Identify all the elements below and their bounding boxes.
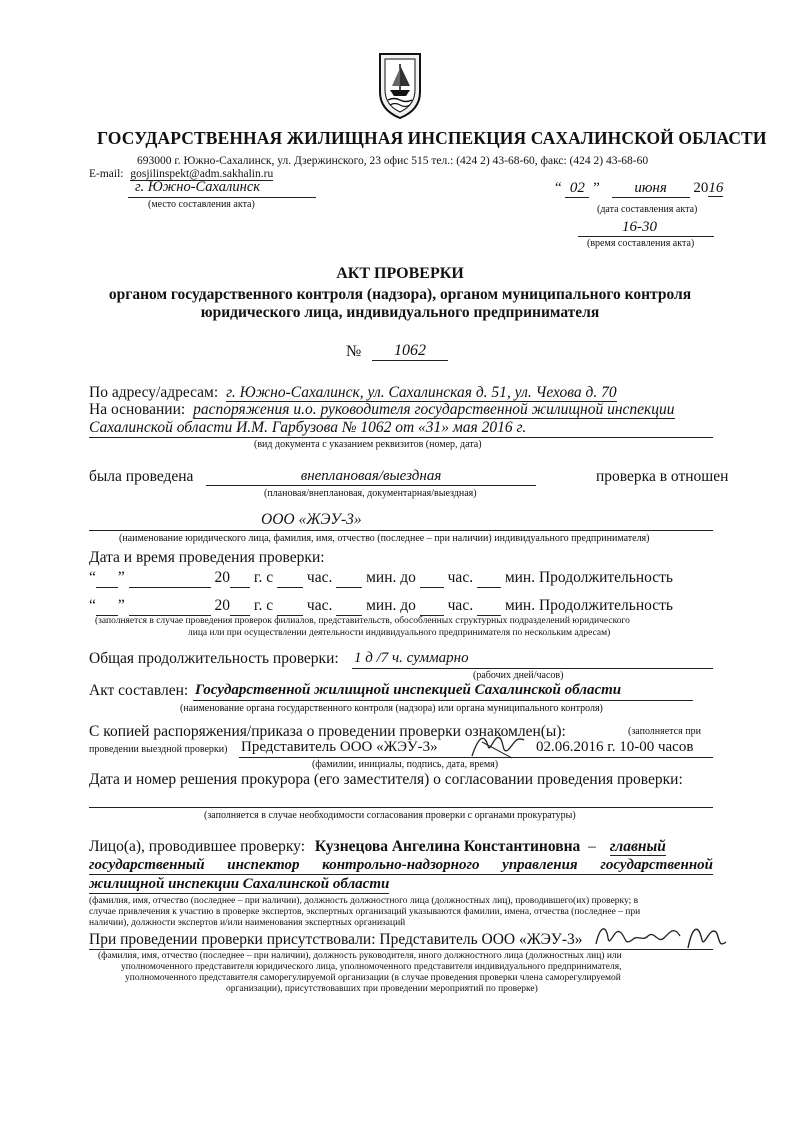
compiled-label: Акт составлен:: [89, 682, 189, 699]
dt2-min-duration: мин. Продолжительность: [504, 597, 674, 614]
basis-row: [89, 401, 675, 419]
prosecutor-text: Дата и номер решения прокурора (его заместителя) о согласовании проведения проверки:: [89, 771, 683, 788]
inspector-caption-1: (фамилия, имя, отчество (последнее – при наличии), должность должностного лица (должностных лиц), проводившего(их) проверку; в: [89, 896, 639, 906]
datetime-label: Дата и время проведения проверки:: [89, 549, 325, 566]
conducted-caption: (плановая/внеплановая, документарная/выездная): [264, 488, 477, 499]
dt1-chas2: час.: [447, 569, 474, 586]
date-year-suffix: 16: [708, 180, 724, 196]
date-month: июня: [612, 180, 690, 198]
basis-caption: (вид документа с указанием реквизитов (номер, дата): [254, 439, 482, 450]
dt1-gs: г. с: [253, 569, 274, 586]
time-value: 16-30: [622, 219, 657, 235]
date-row: [555, 180, 723, 198]
datetime-row-2: [89, 597, 673, 616]
date-year-prefix: 20: [693, 180, 709, 196]
inspector-position-3: жилищной инспекции Сахалинской области: [89, 876, 390, 892]
entity-caption: (наименование юридического лица, фамилия, имя, отчество (последнее – при наличии) индивидуального предпринимателя): [119, 533, 650, 544]
acquainted-note-1: (заполняется при: [628, 726, 701, 737]
inspector-caption-2: случае привлечения к участию в проверке экспертов, экспертных организаций указываются фамилии, имена, отчества (последнее – при: [89, 907, 641, 917]
compiled-caption: (наименование органа государственного контроля (надзора) или органа муниципального контроля): [180, 703, 603, 714]
conducted-label: была проведена: [89, 468, 194, 485]
dt1-q-close: ”: [117, 569, 125, 586]
dt1-min-do: мин. до: [366, 569, 416, 586]
inspector-position-1: главный: [609, 838, 666, 855]
dt2-q-open: “: [89, 597, 96, 614]
date-day: 02: [565, 180, 589, 198]
inspector-label: Лицо(а), проводившее проверку:: [89, 838, 306, 855]
conducted-value: внеплановая/выездная: [206, 468, 536, 486]
present-text: При проведении проверки присутствовали: Представитель ООО «ЖЭУ-3»: [89, 931, 583, 948]
act-subtitle-2: юридического лица, индивидуального предпринимателя: [200, 304, 600, 321]
entity-value: ООО «ЖЭУ-3»: [261, 511, 362, 528]
date-caption: (дата составления акта): [597, 204, 698, 215]
prosecutor-caption: (заполняется в случае необходимости согласования проверки с органами прокуратуры): [204, 810, 576, 821]
act-number-label: №: [346, 343, 362, 360]
coat-of-arms-emblem: [376, 50, 424, 120]
email-value: gosjilinspekt@adm.sakhalin.ru: [130, 168, 274, 180]
acquainted-note-2: проведении выездной проверки): [89, 744, 228, 755]
date-quote-close: ”: [593, 180, 600, 196]
inspector-name: Кузнецова Ангелина Константиновна: [314, 838, 581, 855]
conducted-suffix: проверка в отношен: [596, 468, 729, 485]
total-duration-caption: (рабочих дней/часов): [473, 670, 564, 681]
signature-2: [592, 918, 730, 954]
dt2-chas: час.: [306, 597, 333, 614]
basis-value-1: распоряжения и.о. руководителя государственной жилищной инспекции: [193, 401, 675, 418]
signature-1: [468, 728, 528, 762]
inspector-position-2: государственный инспектор контрольно-надзорного управления государственной: [89, 857, 713, 873]
present-caption-3: уполномоченного представителя саморегулируемой организации (в случае проведения проверки члена саморегулируемой: [125, 973, 621, 983]
dt1-year: 20: [214, 569, 231, 586]
inspector-caption-3: наличии), должности экспертов и/или наименования экспертных организаций: [89, 918, 406, 928]
inspector-row: [89, 838, 666, 856]
datetime-caption-2: лица или при осуществлении деятельности индивидуального предпринимателя по нескольким адресам): [188, 628, 611, 638]
dt2-year: 20: [214, 597, 231, 614]
acquainted-datetime: 02.06.2016 г. 10-00 часов: [536, 739, 694, 755]
acquainted-caption: (фамилии, инициалы, подпись, дата, время): [312, 759, 499, 770]
address-value: г. Южно-Сахалинск, ул. Сахалинская д. 51, ул. Чехова д. 70: [226, 384, 617, 401]
total-duration-value: 1 д /7 ч. суммарно: [354, 650, 469, 666]
dt2-gs: г. с: [253, 597, 274, 614]
basis-value-2: Сахалинской области И.М. Гарбузова № 1062 от «31» мая 2016 г.: [89, 419, 527, 436]
present-caption-1: (фамилия, имя, отчество (последнее – при наличии), должность руководителя, иного должностного лица (должностных лиц) или: [98, 951, 622, 961]
dt1-q-open: “: [89, 569, 96, 586]
compiled-value: Государственной жилищной инспекцией Сахалинской области: [195, 682, 622, 698]
present-caption-4: организации), присутствовавших при проведении мероприятий по проверке): [226, 984, 538, 994]
basis-label: На основании:: [89, 401, 186, 418]
inspector-dash: –: [588, 838, 596, 855]
acquainted-person: Представитель ООО «ЖЭУ-3»: [241, 739, 438, 755]
dt2-chas2: час.: [447, 597, 474, 614]
place-value: г. Южно-Сахалинск: [135, 179, 261, 195]
act-title: АКТ ПРОВЕРКИ: [336, 265, 464, 282]
datetime-caption-1: (заполняется в случае проведения проверок филиалов, представительств, обособленных структурных подразделений юридического: [95, 616, 630, 626]
act-subtitle-1: органом государственного контроля (надзора), органом муниципального контроля: [108, 286, 692, 303]
address-label: По адресу/адресам:: [89, 384, 219, 401]
time-caption: (время составления акта): [587, 238, 695, 249]
dt1-chas: час.: [306, 569, 333, 586]
address-row: [89, 384, 617, 402]
place-caption: (место составления акта): [148, 199, 255, 210]
act-number-value: 1062: [372, 342, 448, 361]
datetime-row-1: [89, 569, 673, 588]
dt2-min-do: мин. до: [366, 597, 416, 614]
date-quote-open: “: [555, 180, 562, 196]
org-name: ГОСУДАРСТВЕННАЯ ЖИЛИЩНАЯ ИНСПЕКЦИЯ САХАЛИНСКОЙ ОБЛАСТИ: [97, 128, 767, 148]
present-caption-2: уполномоченного представителя юридического лица, уполномоченного представителя индивидуального предпринимателя,: [121, 962, 622, 972]
acquainted-text: С копией распоряжения/приказа о проведении проверки ознакомлен(ы):: [89, 723, 566, 740]
dt2-q-close: ”: [117, 597, 125, 614]
org-address: 693000 г. Южно-Сахалинск, ул. Дзержинского, 23 офис 515 тел.: (424 2) 43-68-60, факс: (424 2) 43-68-60: [137, 155, 649, 167]
email-label: E-mail:: [89, 168, 124, 180]
total-duration-label: Общая продолжительность проверки:: [89, 650, 339, 667]
dt1-min-duration: мин. Продолжительность: [504, 569, 674, 586]
